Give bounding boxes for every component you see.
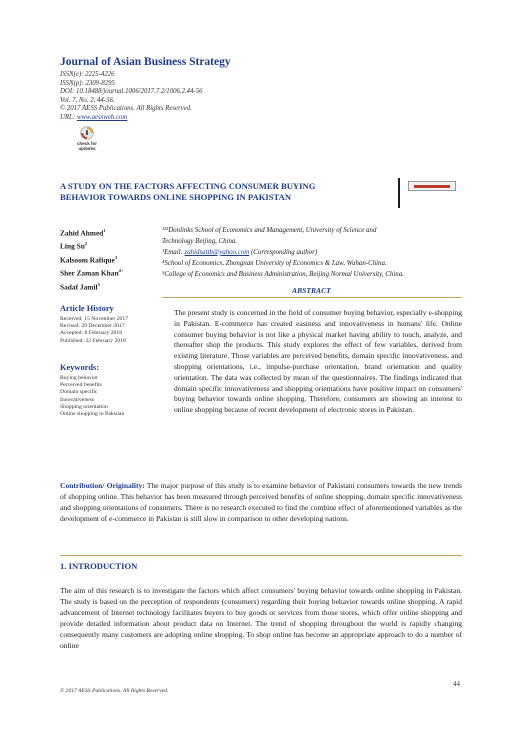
keywords-heading: Keywords: (60, 363, 100, 372)
volume-info: Vol. 7, No. 2, 44-56. (60, 96, 115, 104)
affiliation-line: ¹²³Donlinks School of Economics and Management, University of Science and (162, 227, 377, 234)
abstract-body: The present study is concerned in the field of consumer buying behavior, especially e-shopping in Pakistan. E-commerce has created easiness and innovativeness in humans' life. Online consumer buying behavior is not like a physical market having ability to touch, analyze, and thereafter shop the products. This study explores the effect of few variables, derived from existing literature. Those variables are perceived benefits, domain specific innovativeness, and shopping orientations, i.e., impulse-purchase orientation, brand orientation and quality orientation. The data was collected by mean of the questionnaires. The findings indicated that domain specific innovativeness and shopping orientations have positive impact on consumers' buying behavior towards online shopping. Therefore, consumers are showing an interest to online shopping because of recent development of electronic stores in Pakistan. (174, 308, 462, 415)
abstract-heading: ABSTRACT (292, 286, 331, 295)
author-sup: 4+ (118, 268, 124, 274)
journal-title: Journal of Asian Business Strategy (60, 56, 231, 68)
keyword-item: Shopping orientation (60, 403, 108, 410)
article-title (60, 181, 390, 203)
keyword-item: Buying behavior (60, 375, 99, 381)
keyword-item: Innovativeness (60, 396, 95, 403)
history-published: Published: 22 February 2018 (60, 337, 126, 344)
page-number: 44 (453, 680, 460, 688)
keyword-item: Online shopping in Pakistan (60, 411, 125, 418)
section-rule (60, 555, 462, 556)
contribution-lead: Contribution/ Originality: (60, 481, 145, 490)
history-revised: Revised: 29 December 2017 (60, 323, 125, 330)
author-sup: 2 (84, 241, 88, 247)
journal-meta (60, 71, 203, 123)
journal-copyright: © 2017 AESS Publications. All Rights Reserved. (60, 105, 192, 113)
license-badge[interactable] (408, 181, 456, 191)
keyword-item: Perceived benefits (60, 382, 102, 389)
issn-online: ISSN(e): 2225-4226 (60, 71, 115, 78)
author-name: Sadaf Jamil (60, 281, 98, 291)
contribution-paragraph (60, 481, 462, 525)
abstract-rule (162, 297, 462, 298)
article-history (60, 316, 170, 345)
corresponding-email-link[interactable]: zahidsattb@yahoo.com (184, 248, 250, 256)
affiliation-line: ⁵College of Economics and Business Administration, Beijing Normal University, China. (162, 270, 404, 278)
history-accepted: Accepted: 8 February 2018 (60, 330, 123, 337)
author-name: Zahid Ahmed (60, 228, 104, 238)
footer-copyright: © 2017 AESS Publications. All Rights Reserved. (60, 688, 169, 694)
introduction-heading: 1. INTRODUCTION (60, 561, 138, 571)
article-title-line1: A STUDY ON THE FACTORS AFFECTING CONSUMER BUYING (60, 181, 316, 191)
author (60, 253, 160, 266)
author (60, 280, 160, 293)
author-sup: 5 (97, 281, 100, 287)
check-for-updates-badge[interactable] (74, 126, 100, 156)
author-name: Kalsoom Rafique (60, 255, 115, 265)
doi: DOI: 10.18488/journal.1006/2017.7.2/1006.2.44-56 (60, 88, 203, 96)
journal-url-line (60, 114, 203, 123)
title-divider (398, 178, 400, 208)
affiliation-line: Technology Beijing, China. (162, 237, 238, 245)
url-label: URL: (60, 113, 77, 121)
email-line (162, 248, 462, 259)
article-title-line2: BEHAVIOR TOWARDS ONLINE SHOPPING IN PAKISTAN (60, 192, 292, 203)
author-sup: 3 (114, 254, 118, 260)
keyword-list (60, 375, 170, 418)
keyword-item: Domain specific (60, 389, 98, 396)
author (60, 266, 160, 279)
affiliation-line: ⁴School of Economics, Zhongnan University of Economics & Law, Wuhan-China. (162, 259, 387, 267)
author (60, 239, 160, 252)
author (60, 226, 160, 239)
email-suffix: (Corresponding author) (249, 248, 318, 256)
check-updates-line1: check for (76, 141, 97, 146)
article-history-heading: Article History (60, 304, 114, 313)
author-name: Sher Zaman Khan (60, 268, 119, 278)
history-received: Received: 15 November 2017 (60, 316, 129, 322)
issn-print: ISSN(p): 2309-8295 (60, 79, 115, 87)
check-updates-line2: updates (78, 146, 96, 151)
journal-url-link[interactable]: www.aessweb.com (76, 113, 128, 121)
author-sup: 1 (103, 228, 106, 233)
author-list (60, 226, 160, 293)
contribution-body: The major purpose of this study is to examine behavior of Pakistani consumers towards the new trends of shopping online. This behavior has been measured through perceived benefits of online shopping, domain specific innovativeness and shopping orientations of consumers. There is no research executed to find the combine effect of aforementioned variables as the development of e-commerce in Pakistan is still slow in comparison to other developing nations. (60, 481, 462, 523)
email-prefix: ¹Email: (162, 248, 185, 256)
affiliations (162, 226, 462, 281)
license-badge-mark (414, 185, 450, 188)
introduction-body: The aim of this research is to investigate the factors which affect consumers' buying behavior towards online shopping in Pakistan. The study is based on the perception of respondents (consumers) regarding their buying behavior towards online shopping. A rapid advancement of Internet technology facilitates buyers to buy goods or services from those stores, which offer online shopping and provide detailed information about product data on Internet. The trend of shopping throughout the world is rapidly changing consequently many customers are adopting online shopping. To shop online has become an appropriate approach to do a number of online (60, 586, 462, 650)
check-updates-icon (80, 126, 94, 140)
author-name: Ling Su (60, 241, 85, 251)
